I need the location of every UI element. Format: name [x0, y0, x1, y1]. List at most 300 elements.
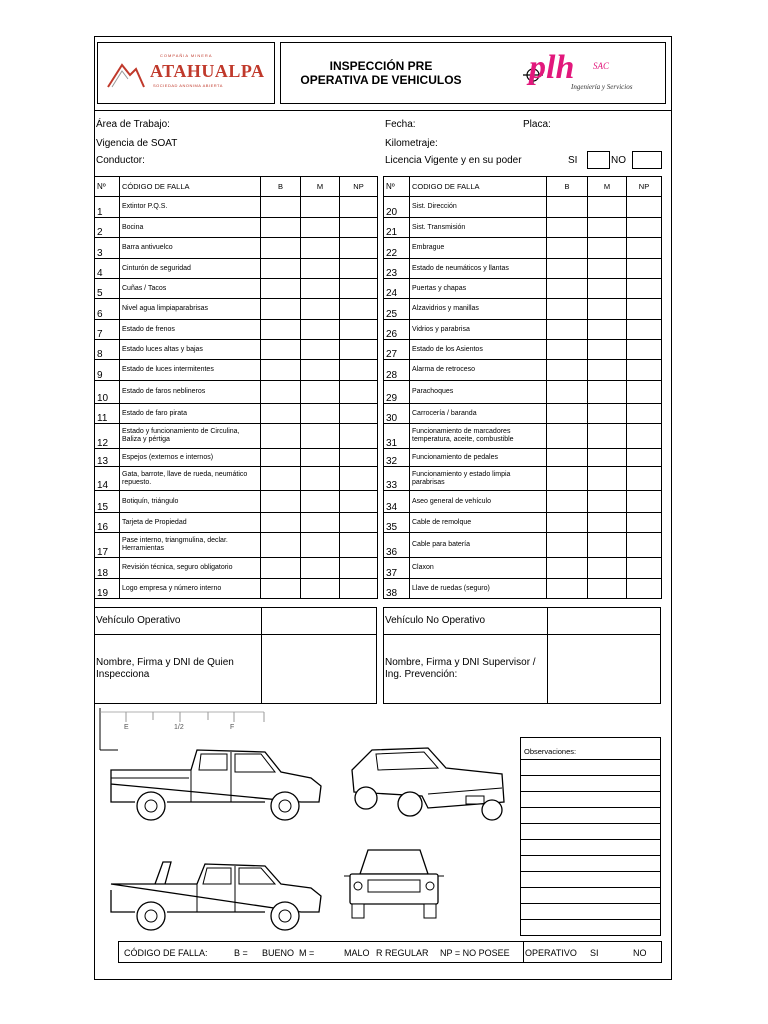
table-row: [95, 299, 378, 320]
item-number: 1: [95, 197, 120, 218]
cell-bueno[interactable]: [261, 340, 301, 360]
truck-side-view-2-icon: [105, 856, 327, 940]
cell-bueno[interactable]: [547, 449, 588, 467]
table-row: [95, 513, 378, 533]
cell-no-posee[interactable]: [627, 299, 662, 320]
cell-bueno[interactable]: [261, 558, 301, 579]
fuel-gauge-half: 1/2: [174, 724, 184, 731]
fuel-gauge-full: F: [230, 724, 235, 731]
cell-bueno[interactable]: [547, 558, 588, 579]
item-description: Nivel agua limpiaparabrisas: [120, 299, 261, 320]
cell-no-posee[interactable]: [627, 340, 662, 360]
cell-no-posee[interactable]: [627, 218, 662, 238]
cell-malo[interactable]: [588, 449, 627, 467]
item-description: Extintor P.Q.S.: [120, 197, 261, 218]
header-code: CODIGO DE FALLA: [410, 177, 547, 197]
cell-no-posee[interactable]: [627, 467, 662, 491]
item-description: Sist. Dirección: [410, 197, 547, 218]
cell-bueno[interactable]: [547, 579, 588, 599]
item-description: Funcionamiento de marcadores temperatura, aceite, combustible: [410, 424, 547, 449]
table-row: [95, 381, 378, 404]
truck-rear-view-icon: [342, 740, 512, 824]
cell-malo[interactable]: [301, 381, 340, 404]
cell-bueno[interactable]: [261, 360, 301, 381]
cell-bueno[interactable]: [261, 533, 301, 558]
table-row: [384, 238, 662, 259]
observations-box[interactable]: [520, 737, 661, 936]
header-np: NP: [340, 177, 378, 197]
table-row: [384, 449, 662, 467]
item-description: Logo empresa y número interno: [120, 579, 261, 599]
observation-line: [521, 791, 660, 792]
cell-malo[interactable]: [588, 424, 627, 449]
cell-malo[interactable]: [588, 218, 627, 238]
contractor-logo-tagline: Ingeniería y Servicios: [571, 83, 633, 91]
truck-front-view-icon: [342, 842, 446, 922]
item-description: Parachoques: [410, 381, 547, 404]
cell-no-posee[interactable]: [627, 381, 662, 404]
fecha-label: Fecha:: [385, 119, 416, 130]
cell-no-posee[interactable]: [340, 491, 378, 513]
cell-no-posee[interactable]: [340, 404, 378, 424]
item-number: 21: [384, 218, 410, 238]
table-row: [95, 320, 378, 340]
truck-side-view-icon: [105, 740, 327, 830]
cell-bueno[interactable]: [261, 467, 301, 491]
legend-m: M =: [299, 948, 315, 958]
table-row: [95, 424, 378, 449]
table-row: [95, 340, 378, 360]
table-row: [384, 558, 662, 579]
observation-line: [521, 871, 660, 872]
header-m: M: [588, 177, 627, 197]
item-number: 32: [384, 449, 410, 467]
observations-label: Observaciones:: [524, 747, 577, 756]
item-description: Bocina: [120, 218, 261, 238]
item-description: Estado de faros neblineros: [120, 381, 261, 404]
no-operativo-label: Vehículo No Operativo: [385, 615, 486, 626]
cell-bueno[interactable]: [261, 279, 301, 299]
item-description: Estado de faro pirata: [120, 404, 261, 424]
cell-malo[interactable]: [301, 197, 340, 218]
observation-line: [521, 839, 660, 840]
table-row: [95, 197, 378, 218]
item-number: 2: [95, 218, 120, 238]
table-header-row: [384, 177, 662, 197]
item-number: 28: [384, 360, 410, 381]
title-line-1: INSPECCIÓN PRE: [329, 59, 433, 73]
item-number: 16: [95, 513, 120, 533]
item-number: 3: [95, 238, 120, 259]
item-description: Vidrios y parabrisa: [410, 320, 547, 340]
inspector-label: Nombre, Firma y DNI de Quien Inspecciona: [96, 657, 234, 680]
cell-bueno[interactable]: [261, 579, 301, 599]
item-number: 25: [384, 299, 410, 320]
item-description: Revisión técnica, seguro obligatorio: [120, 558, 261, 579]
cell-malo[interactable]: [588, 299, 627, 320]
legend-b: B =: [234, 948, 248, 958]
item-description: Alzavidrios y manillas: [410, 299, 547, 320]
licencia-si-label: SI: [568, 155, 578, 166]
item-description: Claxon: [410, 558, 547, 579]
item-description: Gata, barrote, llave de rueda, neumático repuesto.: [120, 467, 261, 491]
cell-malo[interactable]: [301, 533, 340, 558]
cell-malo[interactable]: [588, 360, 627, 381]
area-label: Área de Trabajo:: [96, 119, 170, 130]
cell-no-posee[interactable]: [627, 259, 662, 279]
contractor-logo-suffix: SAC: [593, 61, 610, 71]
cell-bueno[interactable]: [547, 340, 588, 360]
observation-line: [521, 887, 660, 888]
item-number: 34: [384, 491, 410, 513]
cell-bueno[interactable]: [547, 404, 588, 424]
cell-malo[interactable]: [301, 424, 340, 449]
item-number: 15: [95, 491, 120, 513]
cell-malo[interactable]: [301, 360, 340, 381]
cell-no-posee[interactable]: [627, 424, 662, 449]
table-row: [384, 381, 662, 404]
item-number: 10: [95, 381, 120, 404]
item-description: Cable para batería: [410, 533, 547, 558]
table-row: [384, 340, 662, 360]
cell-malo[interactable]: [588, 513, 627, 533]
observation-line: [521, 759, 660, 760]
header-np: NP: [627, 177, 662, 197]
item-number: 33: [384, 467, 410, 491]
item-number: 19: [95, 579, 120, 599]
licencia-no-checkbox[interactable]: [632, 151, 662, 169]
company-logo-box: [97, 42, 275, 104]
item-description: Puertas y chapas: [410, 279, 547, 299]
cell-malo[interactable]: [588, 197, 627, 218]
title-box: [280, 42, 666, 104]
item-number: 11: [95, 404, 120, 424]
cell-bueno[interactable]: [547, 467, 588, 491]
cell-bueno[interactable]: [261, 424, 301, 449]
cell-no-posee[interactable]: [340, 218, 378, 238]
item-description: Estado luces altas y bajas: [120, 340, 261, 360]
title-line-2: OPERATIVA DE VEHICULOS: [300, 73, 462, 87]
item-description: Alarma de retroceso: [410, 360, 547, 381]
cell-no-posee[interactable]: [340, 340, 378, 360]
item-description: Sist. Transmisión: [410, 218, 547, 238]
item-number: 12: [95, 424, 120, 449]
cell-malo[interactable]: [301, 218, 340, 238]
cell-malo[interactable]: [301, 404, 340, 424]
item-description: Estado de frenos: [120, 320, 261, 340]
observation-line: [521, 919, 660, 920]
item-number: 17: [95, 533, 120, 558]
item-number: 35: [384, 513, 410, 533]
item-description: Cinturón de seguridad: [120, 259, 261, 279]
item-number: 14: [95, 467, 120, 491]
cell-no-posee[interactable]: [627, 320, 662, 340]
cell-bueno[interactable]: [547, 197, 588, 218]
cell-malo[interactable]: [301, 299, 340, 320]
item-description: Cuñas / Tacos: [120, 279, 261, 299]
item-description: Carrocería / baranda: [410, 404, 547, 424]
legend-bar: [118, 941, 662, 963]
item-number: 24: [384, 279, 410, 299]
item-number: 27: [384, 340, 410, 360]
cell-no-posee[interactable]: [340, 320, 378, 340]
cell-bueno[interactable]: [547, 218, 588, 238]
item-number: 36: [384, 533, 410, 558]
cell-no-posee[interactable]: [627, 533, 662, 558]
page-title: [281, 59, 481, 87]
cell-bueno[interactable]: [547, 491, 588, 513]
header-m: M: [301, 177, 340, 197]
cell-bueno[interactable]: [547, 279, 588, 299]
checklist-table-right: [383, 176, 662, 599]
item-number: 30: [384, 404, 410, 424]
cell-malo[interactable]: [588, 259, 627, 279]
table-row: [95, 218, 378, 238]
cell-no-posee[interactable]: [340, 449, 378, 467]
cell-malo[interactable]: [588, 340, 627, 360]
company-logo-top-text: COMPAÑIA MINERA: [160, 53, 213, 58]
cell-malo[interactable]: [301, 259, 340, 279]
legend-np: NP = NO POSEE: [440, 948, 510, 958]
table-row: [95, 238, 378, 259]
item-number: 26: [384, 320, 410, 340]
no-operativo-check-cell[interactable]: [547, 607, 661, 635]
cell-no-posee[interactable]: [627, 197, 662, 218]
table-row: [95, 467, 378, 491]
cell-no-posee[interactable]: [340, 279, 378, 299]
cell-no-posee[interactable]: [627, 579, 662, 599]
table-row: [384, 259, 662, 279]
operativo-label: Vehículo Operativo: [96, 615, 181, 626]
observation-line: [521, 903, 660, 904]
cell-malo[interactable]: [588, 491, 627, 513]
cell-bueno[interactable]: [261, 259, 301, 279]
cell-no-posee[interactable]: [340, 238, 378, 259]
supervisor-label: Nombre, Firma y DNI Supervisor / Ing. Prevención:: [385, 657, 536, 680]
item-description: Estado de los Asientos: [410, 340, 547, 360]
company-logo-name: ATAHUALPA: [150, 61, 265, 81]
table-row: [95, 491, 378, 513]
table-row: [95, 533, 378, 558]
header-num: Nº: [95, 177, 120, 197]
cell-no-posee[interactable]: [340, 579, 378, 599]
licencia-si-checkbox[interactable]: [587, 151, 610, 169]
item-number: 29: [384, 381, 410, 404]
item-description: Llave de ruedas (seguro): [410, 579, 547, 599]
cell-bueno[interactable]: [261, 381, 301, 404]
legend-operativo: OPERATIVO: [525, 948, 577, 958]
table-row: [384, 533, 662, 558]
licencia-label: Licencia Vigente y en su poder: [385, 155, 522, 166]
cell-no-posee[interactable]: [340, 513, 378, 533]
cell-malo[interactable]: [301, 579, 340, 599]
item-description: Botiquín, triángulo: [120, 491, 261, 513]
cell-malo[interactable]: [588, 558, 627, 579]
item-description: Aseo general de vehículo: [410, 491, 547, 513]
header-divider: [94, 110, 672, 111]
cell-bueno[interactable]: [261, 197, 301, 218]
table-row: [384, 197, 662, 218]
item-description: Funcionamiento de pedales: [410, 449, 547, 467]
cell-bueno[interactable]: [261, 491, 301, 513]
item-number: 7: [95, 320, 120, 340]
item-description: Espejos (externos e internos): [120, 449, 261, 467]
supervisor-signature-field[interactable]: [547, 634, 661, 704]
item-description: Tarjeta de Propiedad: [120, 513, 261, 533]
cell-no-posee[interactable]: [627, 449, 662, 467]
item-number: 8: [95, 340, 120, 360]
cell-no-posee[interactable]: [627, 404, 662, 424]
cell-no-posee[interactable]: [340, 360, 378, 381]
legend-no[interactable]: NO: [633, 948, 647, 958]
cell-bueno[interactable]: [261, 238, 301, 259]
cell-no-posee[interactable]: [340, 299, 378, 320]
table-row: [95, 404, 378, 424]
cell-bueno[interactable]: [547, 513, 588, 533]
cell-malo[interactable]: [588, 404, 627, 424]
licencia-no-label: NO: [611, 155, 626, 166]
cell-no-posee[interactable]: [627, 279, 662, 299]
cell-bueno[interactable]: [547, 320, 588, 340]
table-row: [95, 360, 378, 381]
table-row: [384, 579, 662, 599]
item-number: 23: [384, 259, 410, 279]
item-number: 37: [384, 558, 410, 579]
cell-no-posee[interactable]: [627, 491, 662, 513]
item-description: Embrague: [410, 238, 547, 259]
legend-bueno: BUENO: [262, 948, 295, 958]
operativo-check-cell[interactable]: [261, 607, 377, 635]
cell-no-posee[interactable]: [627, 360, 662, 381]
cell-bueno[interactable]: [261, 513, 301, 533]
cell-malo[interactable]: [301, 320, 340, 340]
cell-bueno[interactable]: [261, 218, 301, 238]
item-number: 31: [384, 424, 410, 449]
cell-no-posee[interactable]: [627, 238, 662, 259]
table-row: [384, 513, 662, 533]
cell-no-posee[interactable]: [340, 558, 378, 579]
cell-bueno[interactable]: [261, 449, 301, 467]
item-number: 6: [95, 299, 120, 320]
header-b: B: [261, 177, 301, 197]
table-header-row: [95, 177, 378, 197]
table-row: [384, 424, 662, 449]
cell-bueno[interactable]: [547, 299, 588, 320]
table-row: [95, 579, 378, 599]
legend-si[interactable]: SI: [590, 948, 599, 958]
table-row: [384, 491, 662, 513]
table-row: [384, 467, 662, 491]
soat-label: Vigencia de SOAT: [96, 138, 178, 149]
observation-line: [521, 823, 660, 824]
header-b: B: [547, 177, 588, 197]
cell-malo[interactable]: [301, 238, 340, 259]
table-row: [95, 558, 378, 579]
legend-malo: MALO: [344, 948, 370, 958]
cell-bueno[interactable]: [261, 299, 301, 320]
header-num: Nº: [384, 177, 410, 197]
item-description: Estado de neumáticos y llantas: [410, 259, 547, 279]
contractor-logo-name: plh: [529, 49, 575, 86]
table-row: [384, 299, 662, 320]
item-number: 38: [384, 579, 410, 599]
item-number: 9: [95, 360, 120, 381]
cell-malo[interactable]: [301, 467, 340, 491]
cell-malo[interactable]: [588, 320, 627, 340]
legend-divider: [523, 942, 524, 962]
cell-bueno[interactable]: [547, 424, 588, 449]
cell-no-posee[interactable]: [627, 558, 662, 579]
kilometraje-label: Kilometraje:: [385, 138, 438, 149]
observation-line: [521, 807, 660, 808]
item-number: 22: [384, 238, 410, 259]
cell-malo[interactable]: [588, 279, 627, 299]
item-number: 4: [95, 259, 120, 279]
table-row: [384, 218, 662, 238]
cell-bueno[interactable]: [547, 360, 588, 381]
cell-malo[interactable]: [588, 238, 627, 259]
cell-malo[interactable]: [301, 513, 340, 533]
cell-malo[interactable]: [588, 579, 627, 599]
table-row: [95, 259, 378, 279]
header-code: CÓDIGO DE FALLA: [120, 177, 261, 197]
item-description: Estado de luces intermitentes: [120, 360, 261, 381]
cell-malo[interactable]: [588, 533, 627, 558]
cell-no-posee[interactable]: [627, 513, 662, 533]
cell-malo[interactable]: [301, 558, 340, 579]
inspector-signature-field[interactable]: [261, 634, 377, 704]
table-row: [95, 279, 378, 299]
item-description: Pase interno, triangmulina, declar. Herramientas: [120, 533, 261, 558]
cell-no-posee[interactable]: [340, 259, 378, 279]
cell-malo[interactable]: [301, 449, 340, 467]
cell-bueno[interactable]: [547, 259, 588, 279]
cell-bueno[interactable]: [547, 533, 588, 558]
item-description: Cable de remolque: [410, 513, 547, 533]
table-row: [384, 279, 662, 299]
item-number: 13: [95, 449, 120, 467]
cell-malo[interactable]: [301, 279, 340, 299]
observation-line: [521, 855, 660, 856]
cell-bueno[interactable]: [261, 320, 301, 340]
cell-malo[interactable]: [588, 467, 627, 491]
cell-bueno[interactable]: [261, 404, 301, 424]
company-logo-bottom-text: SOCIEDAD ANONIMA ABIERTA: [153, 83, 223, 88]
item-number: 20: [384, 197, 410, 218]
cell-no-posee[interactable]: [340, 424, 378, 449]
cell-malo[interactable]: [588, 381, 627, 404]
observation-line: [521, 775, 660, 776]
cell-bueno[interactable]: [547, 238, 588, 259]
table-row: [384, 320, 662, 340]
legend-code: CÓDIGO DE FALLA:: [124, 948, 208, 958]
cell-no-posee[interactable]: [340, 197, 378, 218]
cell-no-posee[interactable]: [340, 533, 378, 558]
checklist-table-left: [94, 176, 378, 599]
item-description: Estado y funcionamiento de Circulina, Baliza y pértiga: [120, 424, 261, 449]
cell-malo[interactable]: [301, 340, 340, 360]
cell-no-posee[interactable]: [340, 381, 378, 404]
cell-malo[interactable]: [301, 491, 340, 513]
item-description: Funcionamiento y estado limpia parabrisas: [410, 467, 547, 491]
item-number: 18: [95, 558, 120, 579]
item-description: Barra antivuelco: [120, 238, 261, 259]
cell-no-posee[interactable]: [340, 467, 378, 491]
cell-bueno[interactable]: [547, 381, 588, 404]
conductor-label: Conductor:: [96, 155, 145, 166]
table-row: [384, 360, 662, 381]
mountain-logo-icon: [106, 59, 146, 89]
